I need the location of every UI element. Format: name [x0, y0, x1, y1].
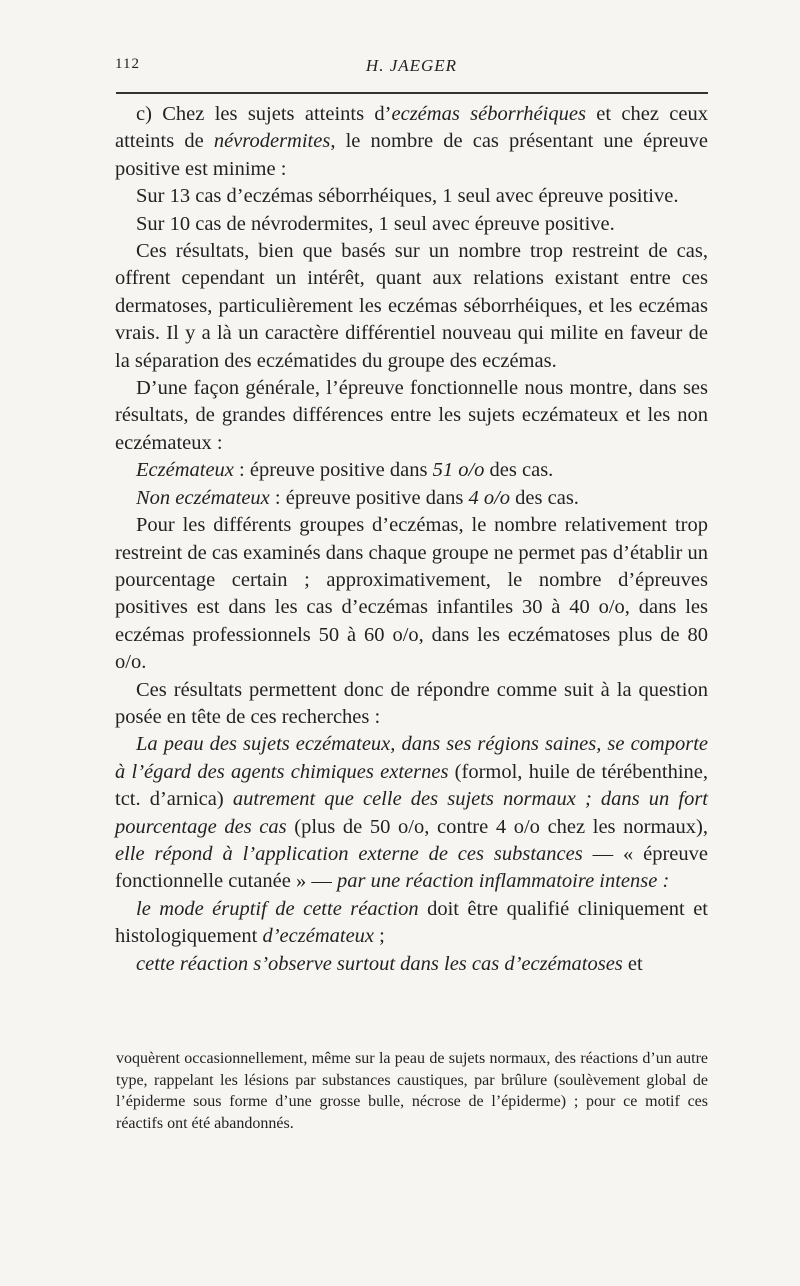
paragraph-conclusion-intro: Ces résultats permettent donc de répondre comme suit à la question posée en tête de ces recherches : [115, 678, 708, 728]
page-header [115, 56, 708, 80]
paragraph-c: c) Chez les sujets atteints d’eczémas séborrhéiques et chez ceux atteints de névrodermites, le nombre de cas présentant une épreuve positive est minime : [115, 103, 708, 180]
header-rule [116, 92, 708, 94]
paragraph-seborrheic-count: Sur 13 cas d’eczémas séborrhéiques, 1 seul avec épreuve positive. [136, 185, 679, 208]
paragraph-eruptive-mode: le mode éruptif de cette réaction doit être qualifié cliniquement et histologiquement d’eczémateux ; [115, 897, 709, 948]
stat-eczematous: Eczémateux : épreuve positive dans 51 o/o des cas. [136, 459, 554, 482]
footnote [116, 1048, 708, 1135]
paragraph-results: Ces résultats, bien que basés sur un nombre trop restreint de cas, offrent cependant un intérêt, quant aux relations existant entre ces dermatoses, particulièrement les eczémas séborrhéiques, et les eczémas vrais. Il y a là un caractère différentiel nouveau qui milite en faveur de la séparation des eczématides du groupe des eczémas. [115, 240, 708, 372]
paragraph-conclusion: La peau des sujets eczémateux, dans ses régions saines, se comporte à l’égard des agents chimiques externes (formol, huile de térébenthine, tct. d’arnica) autrement que celle des sujets normaux ; dans un fort pourcentage des cas (plus de 50 o/o, contre 4 o/o chez les normaux), elle répond à l’application externe de ces substances — « épreuve fonctionnelle cutanée » — par une réaction inflammatoire intense : [115, 733, 708, 893]
paragraph-general: D’une façon générale, l’épreuve fonctionnelle nous montre, dans ses résultats, de grandes différences entre les sujets eczémateux et les non eczémateux : [115, 377, 708, 454]
stat-non-eczematous: Non eczémateux : épreuve positive dans 4 o/o des cas. [136, 486, 579, 509]
paragraph-observed: cette réaction s’observe surtout dans les cas d’eczématoses et [136, 952, 643, 975]
running-title: H. JAEGER [365, 56, 458, 75]
main-text [115, 101, 708, 978]
paragraph-neuro-count: Sur 10 cas de névrodermites, 1 seul avec épreuve positive. [136, 212, 615, 235]
footnote-text: voquèrent occasionnellement, même sur la peau de sujets normaux, des réactions d’un autre type, rappelant les lésions par substances caustiques, par brûlure (soulèvement global de l’épiderme sous forme d’une grosse bulle, nécrose de l’épiderme) ; pour ce motif ces réactifs ont été abandonnés. [116, 1050, 708, 1133]
page-number: 112 [115, 56, 140, 72]
paragraph-groups: Pour les différents groupes d’eczémas, le nombre relativement trop restreint de cas examinés dans chaque groupe ne permet pas d’établir un pourcentage certain ; approximativement, le nombre d’épreuves positives est dans les cas d’eczémas infantiles 30 à 40 o/o, dans les eczémas professionnels 50 à 60 o/o, dans les eczématoses plus de 80 o/o. [115, 514, 708, 674]
